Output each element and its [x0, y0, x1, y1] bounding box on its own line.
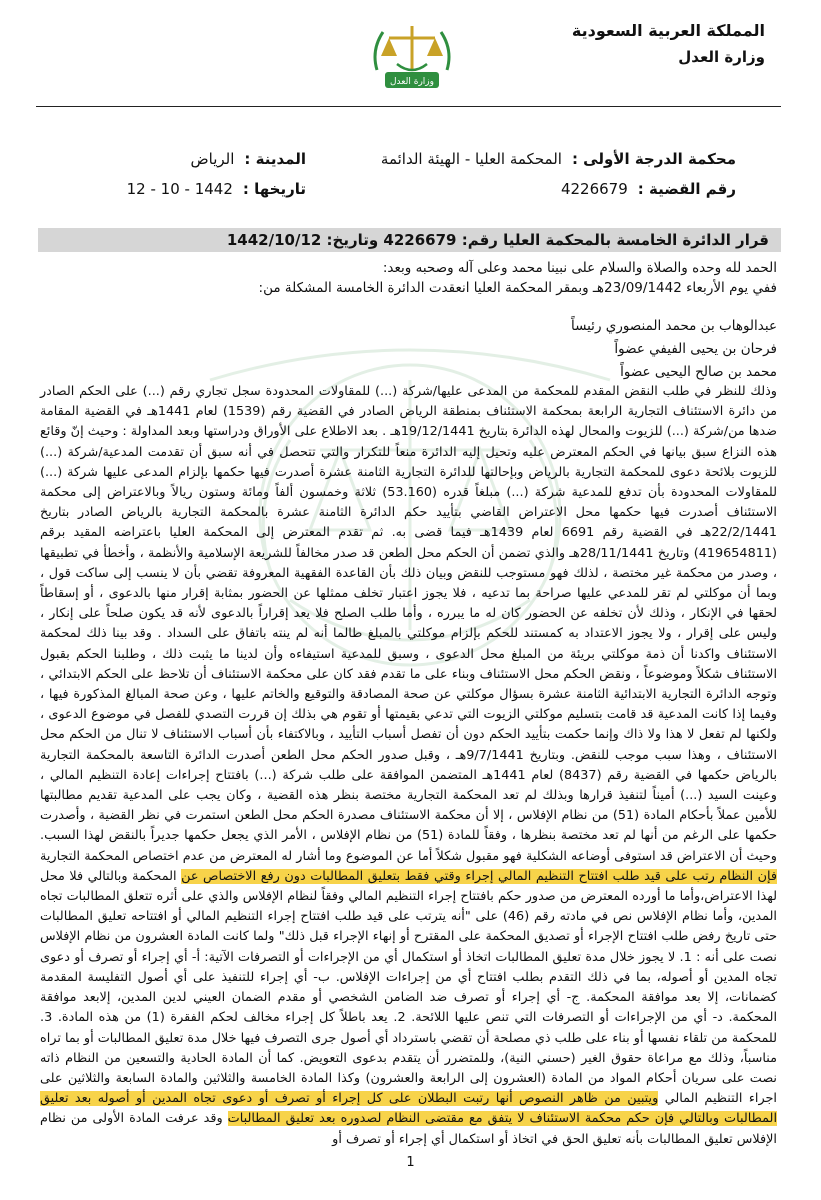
highlighted-text: فإن النظام رتب على قيد طلب افتتاح التنظيم المالي إجراء وقتي فقط بتعليق المطالبات دون رفع الاختصاص عن — [181, 868, 777, 884]
highlighted-text: ويتبين من ظاهر النصوص أنها رتبت البطلان على كل إجراء أو تصرف أو دعوى تجاه المدين أو أصوله بعد تعليق المطالبات وبالتالي فإن حكم محكمة الاستئناف لا يتفق مع مقتضى النظام لصدوره بعد تعليق المطالبات — [40, 1091, 778, 1127]
case-date-value: 1442 - 10 - 12 — [126, 180, 233, 198]
court-field — [381, 150, 736, 168]
court-value: المحكمة العليا - الهيئة الدائمة — [380, 150, 562, 168]
decision-title: قرار الدائرة الخامسة بالمحكمة العليا رقم: 4226679 وتاريخ: 1442/10/12 — [38, 228, 781, 252]
intro-line: الحمد لله وحده والصلاة والسلام على نبينا محمد وعلى آله وصحبه وبعد: — [382, 260, 777, 276]
logo-text: وزارة العدل — [390, 77, 434, 87]
ministry-of-justice-emblem-icon — [367, 20, 457, 98]
letterhead — [572, 18, 765, 70]
city-value: الرياض — [190, 150, 235, 168]
case-number-field — [561, 180, 736, 198]
city-label: المدينة : — [244, 150, 306, 168]
judge-item: محمد بن صالح اليحيى عضواً — [620, 364, 777, 380]
case-number-value: 4226679 — [560, 180, 628, 198]
case-date-field — [127, 180, 306, 198]
intro-line: ففي يوم الأربعاء 23/09/1442هـ وبمقر المحكمة العليا انعقدت الدائرة الخامسة المشكلة من: — [258, 280, 777, 296]
city-field — [191, 150, 306, 168]
body-text-segment: وذلك للنظر في طلب النقض المقدم للمحكمة من المدعى عليها/شركة (...) للمقاولات المحدودة سجل تجاري رقم (...) على الحكم الصادر من دائرة الاستئناف التجارية الرابعة بمحكمة الاستئناف بمنطقة الرياض الصادر في القضية رقم (1539) لعام 1441هـ في القضية المقامة ضدها من/شركة (...) للزيوت والمحال لهذه الدائرة بتاريخ 19/12/1441هـ . بعد الاطلاع على الأوراق ودراستها وبعد المداولة : وحيث إنّ وقائع هذه النزاع سبق بيانها في الحكم المعترض عليه وتحيل إليه الدائرة منعاً للتكرار والتي تتحصل في أنه سبق أن تقدمت المدعية/شركة (...) للزيوت بلائحة دعوى للمحكمة التجارية بالرياض وبإحالتها للدائرة التجارية الثامنة عشرة أصدرت فيها حكمها بإلزام المدعى عليها شركة (...) للمقاولات المحدودة بأن تدفع للمدعية شركة (...) مبلغاً قدره (53.160) ثلاثة وخمسون ألفاً ومائة وستون ريالاً وبالاعتراض إلى محكمة الاستئناف أصدرت فيها حكمها محل الاعتراض القاضي بتأييد حكم الدائرة الثامنة عشرة بالمحكمة التجارية بالرياض الصادر بتاريخ 22/2/1441هـ في القضية رقم 6691 لعام 1439هـ فيما قضى به. ثم تقدم المعترض إلى المحكمة العليا باعتراضه المقيد برقم (419654811) وتاريخ 28/11/1441هـ والذي تضمن أن الحكم محل الطعن قد صدر مخالفاً للشريعة الإسلامية والأنظمة ، وأخطأ في تطبيقها ، وصدر من محكمة غير مختصة ، لذلك فهو مستوجب للنقض وبيان ذلك بأن القاعدة الفقهية المعروفة تقضي بأن لا ينسب إلى ساكت قول ، وبما أن موكلتي لم تقر للمدعي عليها صراحة بما تدعيه ، فلا يجوز اعتبار تخلف ممثلها عن الحضور بمثابة إقرار منها بالدعوى ، أو إسقاطاً لحقها في الإنكار ، وذلك لأن تخلفه عن الحضور كان له ما يبرره ، وأما طلب الصلح فلا يعد إقراراً بالدعوى لأنه قد يكون صلحاً على إنكار ، وليس على إقرار ، ولا يجوز الاعتداد به كمستند للحكم بإلزام موكلتي بالمبلغ طالما أنه لم ينته باتفاق على السداد . وقد بينا ذلك لمحكمة الاستئناف واكدنا أن ذمة موكلتي بريئة من المبلغ محل الدعوى ، وسبق للمدعية استيفاءه وأن لدينا ما يثبت ذلك ، وطلبنا الحكم بقبول الاستئناف شكلاً وموضوعاً ، ونقض الحكم محل الاستئناف وبناء على ما تقدم فقد كان على محكمة الاستئناف أن تلاحظ على الحكم الابتدائي ، وتوجه الدائرة التجارية الابتدائية الثامنة عشرة بسؤال موكلتي عن صحة المصادقة والتوقيع والخاتم عليها ، وعن صحة المبالغ المذكورة فيها ، وفيما إذا كانت المدعية قد قامت بتسليم موكلتي الزيوت التي تدعي بقيمتها أو تقوم هي بذلك إن قررت التصدي للفصل في موضوع الدعوى ، ولكنها لم تفعل لا هذا ولا ذاك وإنما حكمت بتأييد الحكم دون أن تفصل أسباب التأييد ، وبالاكتفاء بأن أسباب الاستئناف لا تنال من الحكم محل الاستئناف ، وهذا سبب موجب للنقض. وبتاريخ 9/7/1441هـ ، وقبل صدور الحكم محل الطعن أصدرت الدائرة التاسعة بالمحكمة التجارية بالرياض حكمها في القضية رقم (8437) لعام 1441هـ المتضمن الموافقة على طلب شركة (...) بافتتاح إجراءات إعادة التنظيم المالي ، وعينت السيد (...) أميناً لتنفيذ قرارها وبذلك لم تعد المحكمة التجارية مختصة بنظر هذه القضية ، وكان يجب على المدعية تقديم مطالبتها للأمين عملاً بأحكام المادة (51) من نظام الإفلاس ، إلا أن محكمة الاستئناف مصدرة الحكم محل الطعن استمرت في نظر القضية ، وأصدرت حكمها على الرغم من أنها لم تعد مختصة بنظرها ، وفقاً للمادة (51) من نظام الإفلاس ، الأمر الذي يجعل حكمها جديراً بالنقض لهذا السبب. وحيث أن الاعتراض قد استوفى أوضاعه الشكلية فهو مقبول شكلاً أما عن الموضوع وما أشار له المعترض من عدم اختصاص المحكمة التجارية — [40, 384, 778, 864]
judge-item: عبدالوهاب بن محمد المنصوري رئيساً — [570, 318, 777, 334]
court-label: محكمة الدرجة الأولى : — [571, 150, 736, 168]
kingdom-name: المملكة العربية السعودية — [571, 21, 765, 40]
judge-item: فرحان بن يحيى الفيفي عضواً — [614, 341, 777, 357]
page-number: 1 — [406, 1155, 415, 1170]
header-divider — [36, 106, 781, 107]
case-date-label: تاريخها : — [242, 180, 306, 198]
body-text-segment: وقد عرفت المادة الأولى من نظام الإفلاس تعليق المطالبات بأنه تعليق الحق في اتخاذ أو استكمال أي إجراء أو تصرف أو — [40, 1111, 777, 1147]
judges-list — [571, 315, 777, 384]
intro-block — [40, 258, 777, 298]
decision-body — [40, 382, 778, 1147]
ministry-name: وزارة العدل — [678, 48, 765, 66]
decision-paragraph — [40, 382, 777, 1150]
case-number-label: رقم القضية : — [637, 180, 736, 198]
body-text-segment: المحكمة وبالتالي فلا محل لهذا الاعتراض،وأما ما أورده المعترض من صدور حكم بافتتاح إجراء التنظيم المالي وفقاً لنظام الإفلاس والذي على أثره تتعلق المطالبات تجاه المدين، وأما نظام الإفلاس نص في مادته رقم (46) على "أنه يترتب على قيد طلب افتتاح إجراء التنظيم المالي أو افتتاحه تعليق المطالبات حتى تاريخ رفض طلب افتتاح الإجراء أو تصديق المحكمة على المقترح أو إنهاء الإجراء قبل ذلك" ولما كانت المادة العشرون من نظام الإفلاس نصت على أنه : 1. لا يجوز خلال مدة تعليق المطالبات اتخاذ أو استكمال أي من الإجراءات أو التصرفات الآتية: أ- أي إجراء أو تصرف أو دعوى تجاه المدين أو أصوله، بما في ذلك التقدم بطلب افتتاح أي من إجراءات الإفلاس. ب- أي إجراء للتنفيذ على أي أصول التفليسة المقدمة كضمانات، إلا بعد موافقة المحكمة. ج- أي إجراء أو تصرف ضد الضامن الشخصي أو مقدم الضمان العيني لدين المدين، إلابعد موافقة المحكمة. د- أي من الإجراءات أو التصرفات التي تنص عليها اللائحة. 2. يعد باطلاً كل إجراء مخالف لحكم الفقرة (1) من هذه المادة. 3. للمحكمة من تلقاء نفسها أو بناء على طلب ذي مصلحة أن تقضي باسترداد أي أصول جرى التصرف فيها خلال مدة تعليق المطالبات أو بما تراه مناسباً، وذلك مع مراعاة حقوق الغير (حسني النية)، وللمتضرر أن يتقدم بدعوى التعويض. كما أن المادة الحادية والتسعين من النظام ذاته نصت على سريان أحكام المواد من المادة (العشرون إلى الرابعة والعشرون) وكذا المادة الخامسة والثلاثين والمادة السابعة والثلاثين على اجراء التنظيم المالي — [40, 868, 777, 1107]
